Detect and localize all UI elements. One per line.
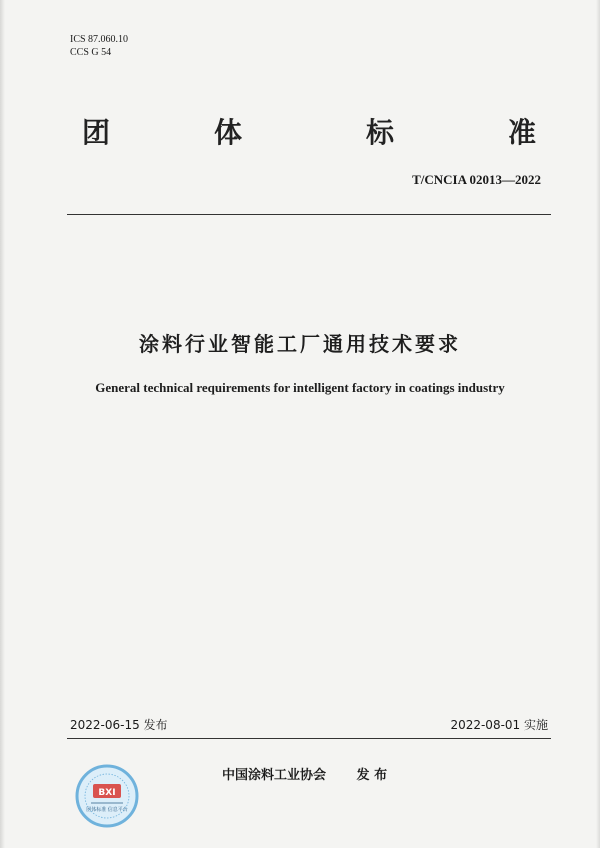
classification-codes	[70, 33, 128, 59]
issuer-line	[222, 764, 387, 783]
implementation-date: 2022-08-01 实施	[450, 718, 548, 732]
standard-type-char-1: 团	[82, 116, 111, 149]
top-divider	[67, 214, 551, 215]
issue-date: 2022-06-15 发布	[70, 718, 168, 732]
standard-type-char-2: 体	[214, 116, 243, 149]
standard-type-char-4: 准	[508, 116, 537, 149]
page-left-edge-shadow	[0, 0, 5, 848]
bottom-divider	[67, 738, 551, 739]
issuer-name: 中国涂料工业协会	[222, 768, 327, 783]
title-chinese: 涂料行业智能工厂通用技术要求	[139, 332, 461, 356]
standard-type-heading	[70, 113, 550, 153]
standard-type-char-3: 标	[366, 116, 395, 149]
ics-code: ICS 87.060.10	[70, 34, 129, 45]
title-english: General technical requirements for intelligent factory in coatings industry	[95, 380, 505, 395]
seal-bottom-text: 团体标准 信息平台	[86, 807, 128, 813]
seal-center-text: BXI	[98, 788, 116, 798]
platform-seal-icon	[75, 764, 139, 828]
page-right-edge-shadow	[596, 0, 600, 848]
document-number: T/CNCIA 02013—2022	[412, 172, 541, 187]
issuer-action: 发 布	[356, 768, 388, 783]
ccs-code: CCS G 54	[70, 47, 112, 58]
